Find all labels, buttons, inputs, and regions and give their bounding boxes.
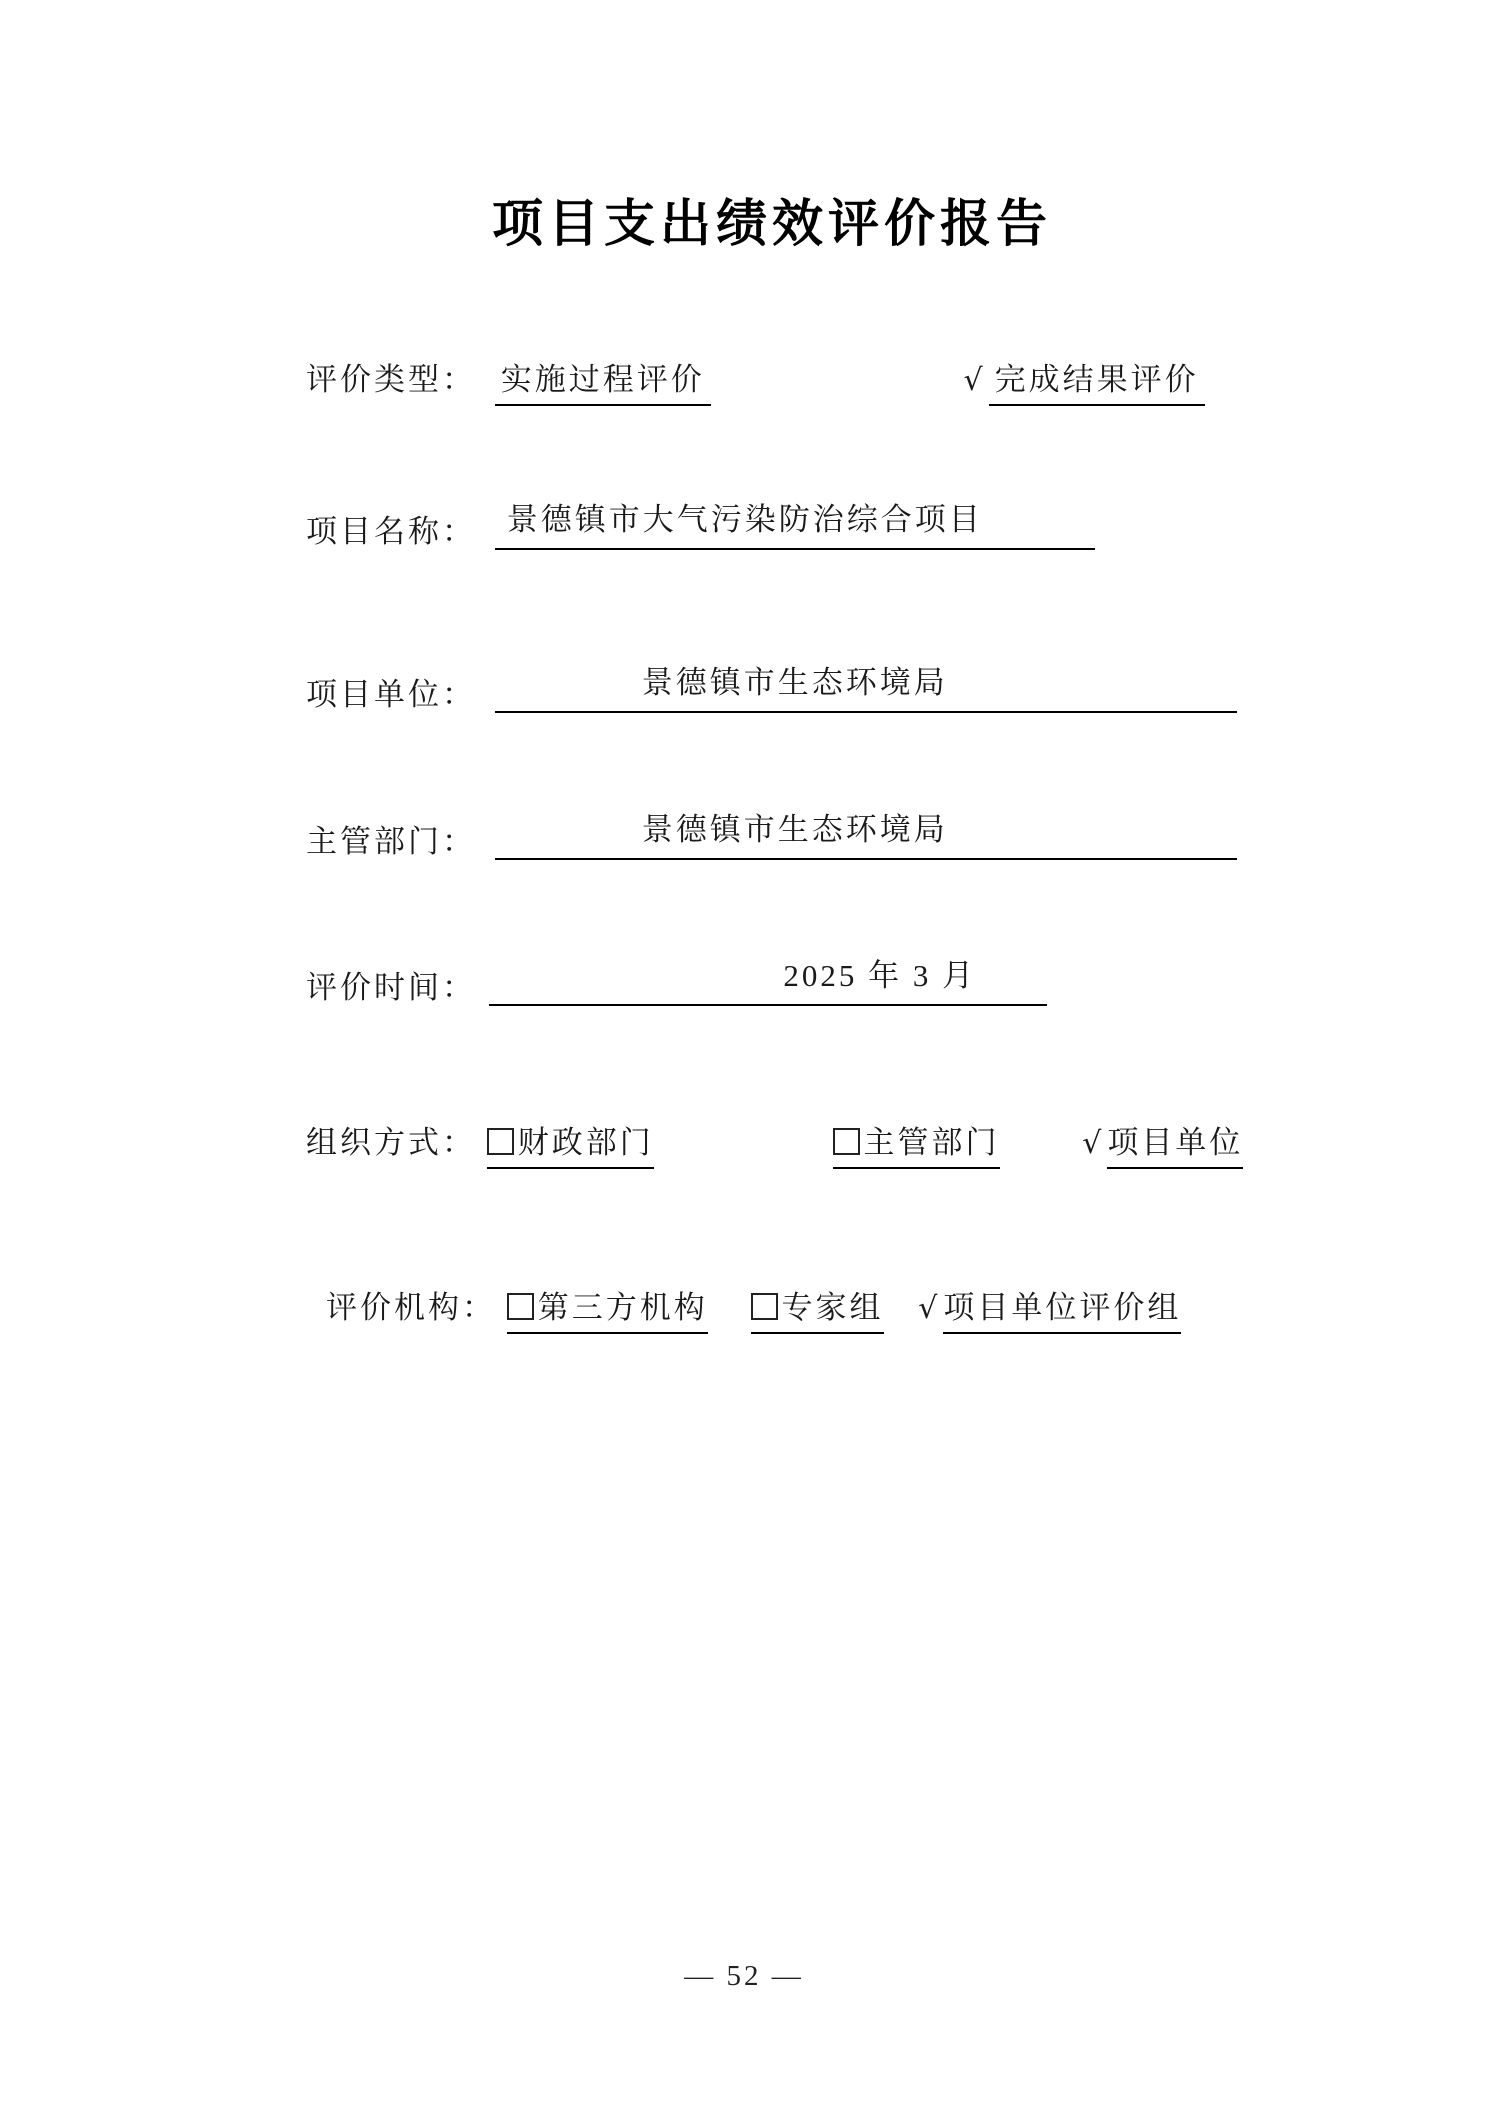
field-eval-org bbox=[326, 1290, 1181, 1334]
checkmark-icon: √ bbox=[963, 363, 983, 398]
eval-org-option-unitgroup bbox=[918, 1290, 1181, 1325]
eval-type-option-result: 完成结果评价 bbox=[989, 362, 1205, 406]
field-eval-type bbox=[306, 362, 1205, 406]
org-mode-option-unit-label: 项目单位 bbox=[1107, 1125, 1243, 1169]
eval-org-option-thirdparty-label: 第三方机构 bbox=[537, 1290, 708, 1325]
eval-type-result-group bbox=[964, 362, 1205, 397]
org-mode-option-dept bbox=[833, 1125, 1000, 1169]
org-mode-option-dept-label: 主管部门 bbox=[863, 1125, 1000, 1160]
eval-time-label: 评价时间： bbox=[306, 970, 476, 1005]
checkbox-unchecked-icon bbox=[507, 1293, 534, 1320]
project-name-label: 项目名称： bbox=[306, 514, 476, 549]
org-mode-option-finance-label: 财政部门 bbox=[517, 1125, 654, 1160]
eval-org-option-unitgroup-label: 项目单位评价组 bbox=[943, 1290, 1181, 1334]
page-title: 项目支出绩效评价报告 bbox=[491, 195, 1052, 252]
org-mode-label: 组织方式： bbox=[306, 1125, 476, 1160]
eval-org-option-experts-label: 专家组 bbox=[781, 1290, 884, 1325]
checkmark-icon: √ bbox=[1082, 1126, 1102, 1161]
eval-org-label: 评价机构： bbox=[326, 1290, 496, 1325]
eval-org-option-experts bbox=[751, 1290, 884, 1334]
eval-time-value: 2025 年 3 月 bbox=[489, 958, 1047, 1006]
supervisor-dept-value: 景德镇市生态环境局 bbox=[495, 812, 1237, 860]
field-project-unit bbox=[306, 665, 1237, 713]
page-number: — 52 — bbox=[684, 1960, 804, 1992]
eval-type-option-process: 实施过程评价 bbox=[495, 362, 711, 406]
org-mode-option-finance bbox=[487, 1125, 654, 1169]
checkbox-unchecked-icon bbox=[487, 1128, 514, 1155]
org-mode-option-unit bbox=[1082, 1125, 1243, 1160]
checkmark-icon: √ bbox=[918, 1291, 938, 1326]
eval-type-label: 评价类型： bbox=[306, 362, 476, 397]
field-project-name bbox=[306, 502, 1095, 550]
field-supervisor-dept bbox=[306, 812, 1237, 860]
project-unit-value: 景德镇市生态环境局 bbox=[495, 665, 1237, 713]
eval-org-option-thirdparty bbox=[507, 1290, 708, 1334]
field-org-mode bbox=[306, 1125, 1243, 1169]
project-name-value: 景德镇市大气污染防治综合项目 bbox=[495, 502, 1095, 550]
project-unit-label: 项目单位： bbox=[306, 677, 476, 712]
checkbox-unchecked-icon bbox=[833, 1128, 860, 1155]
checkbox-unchecked-icon bbox=[751, 1293, 778, 1320]
supervisor-dept-label: 主管部门： bbox=[306, 824, 476, 859]
field-eval-time bbox=[306, 958, 1047, 1006]
